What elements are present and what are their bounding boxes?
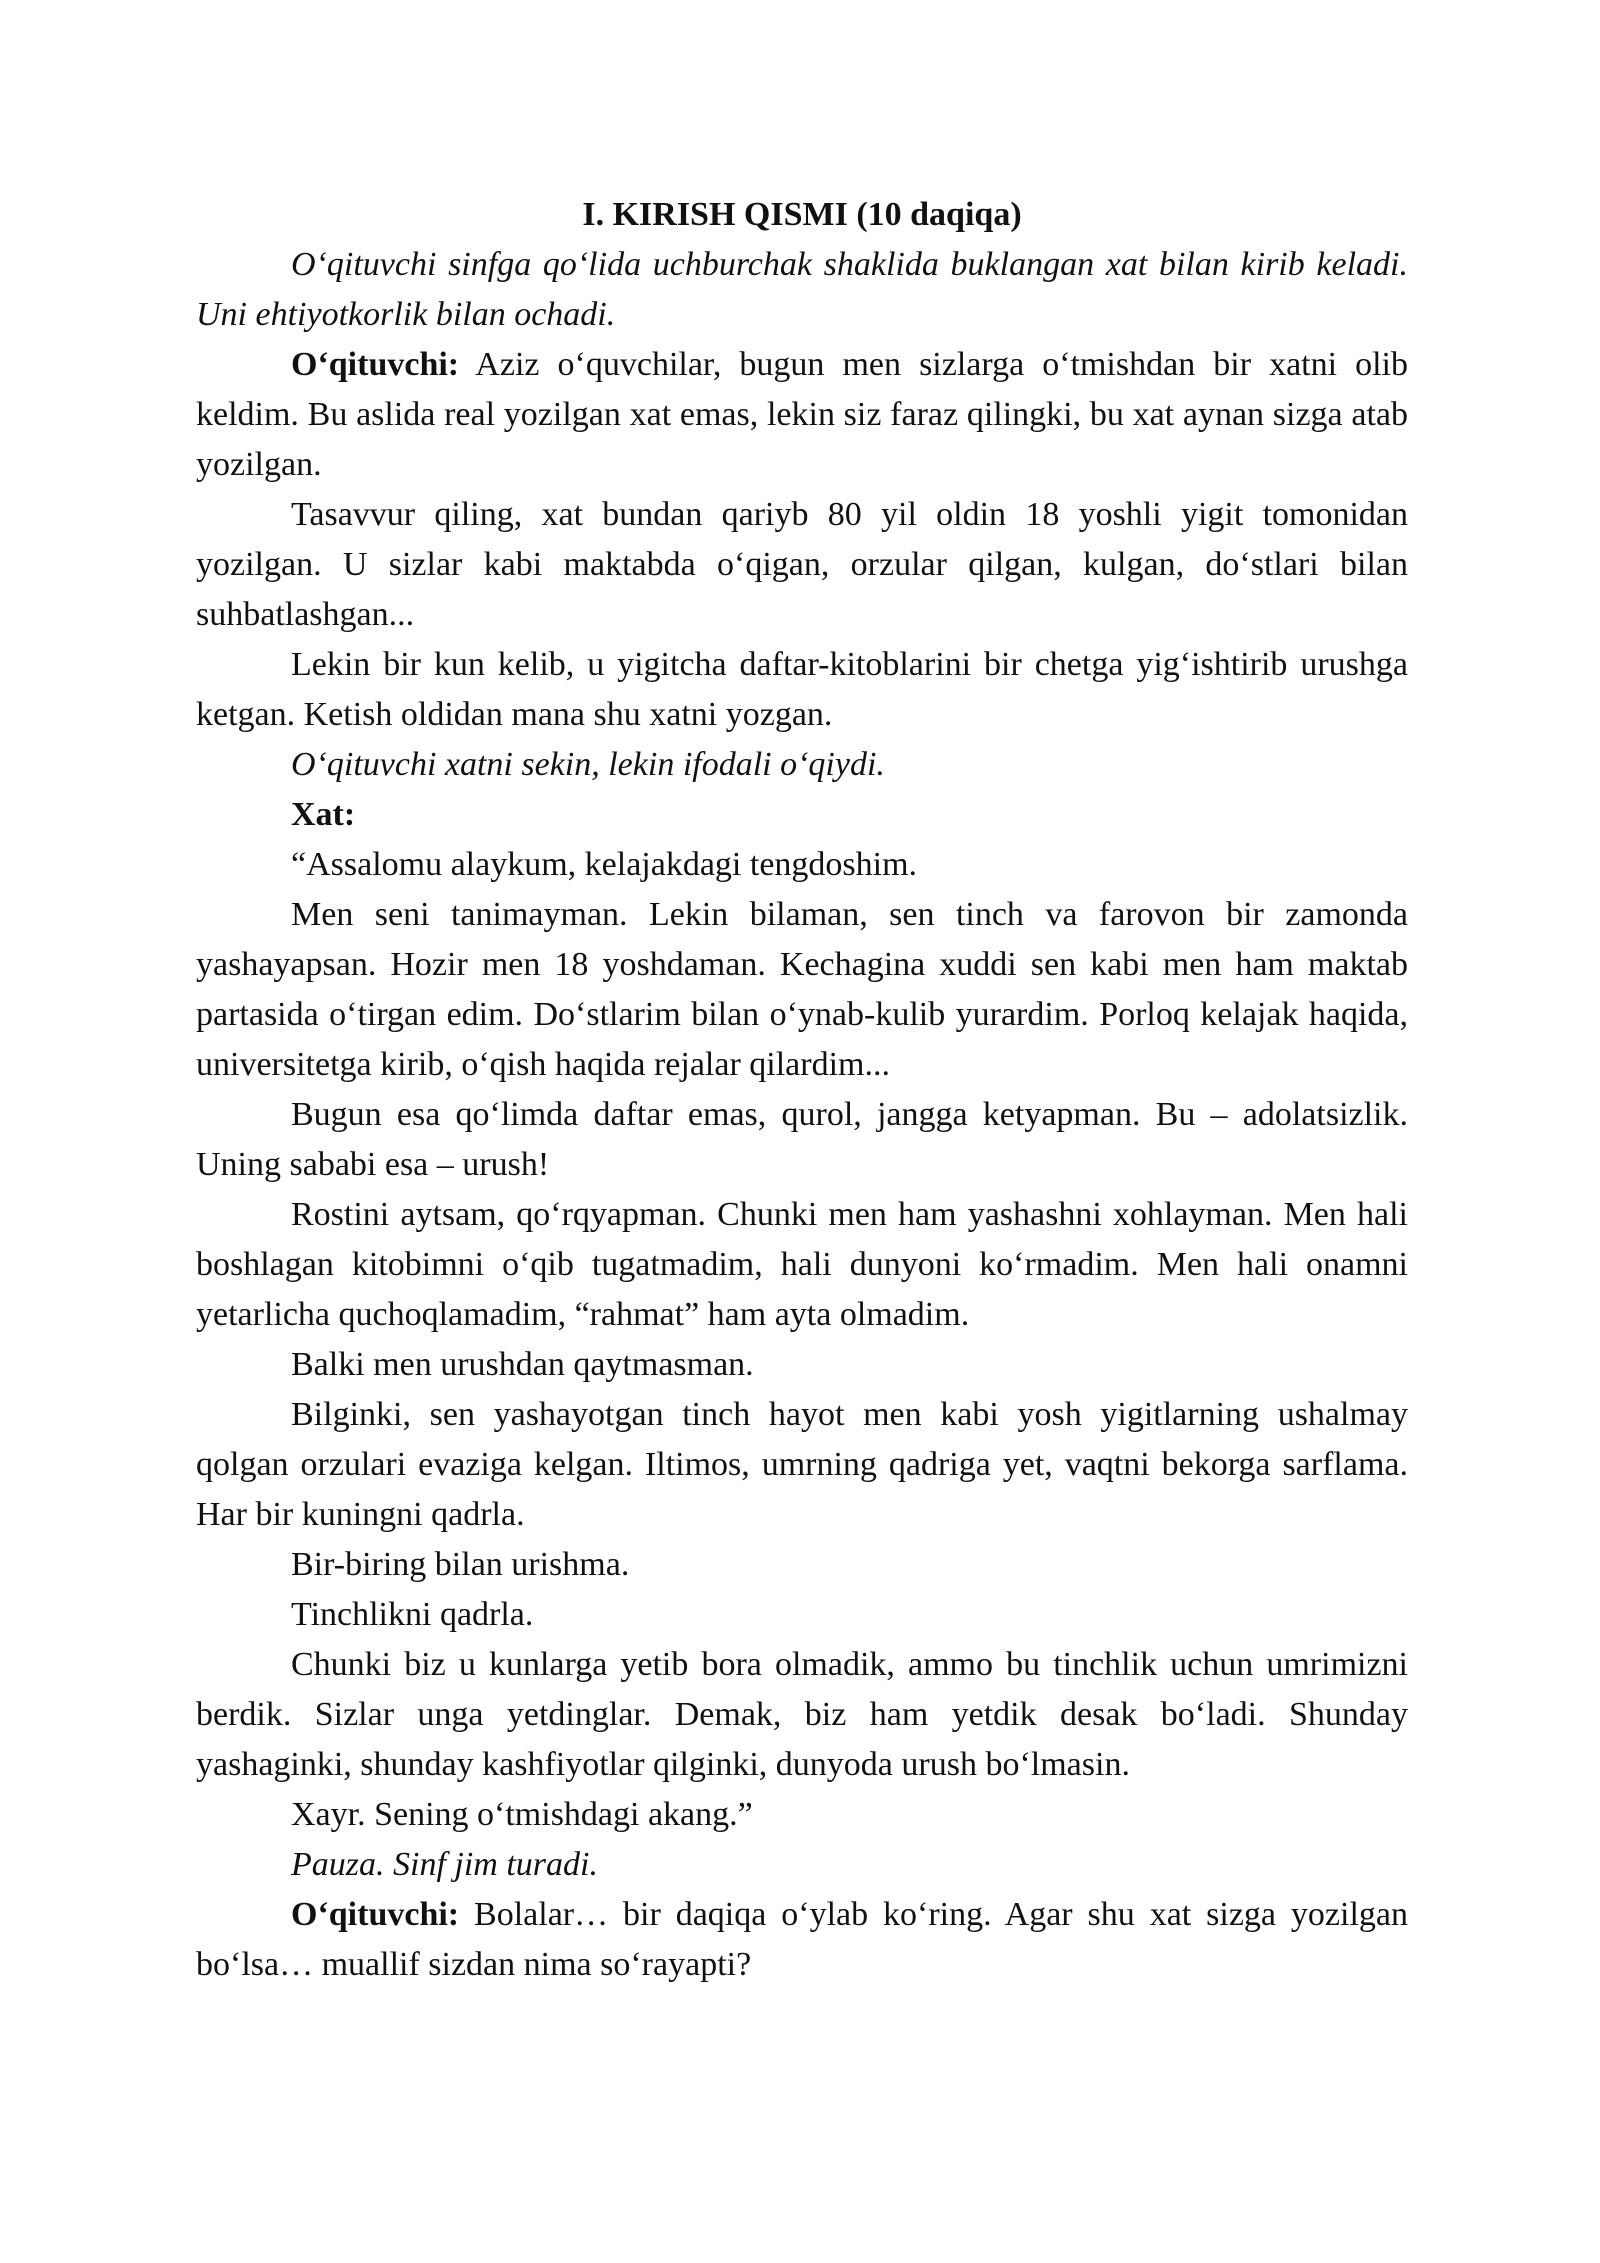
letter-paragraph: Tinchlikni qadrla. bbox=[291, 1596, 534, 1633]
paragraph: Lekin bir kun kelib, u yigitcha daftar-kitoblarini bir chetga yig‘ishtirib urushga ketgan. Ketish oldidan mana shu xatni yozgan. bbox=[196, 646, 1408, 733]
teacher-speech bbox=[196, 1890, 1408, 1990]
stage-direction: Pauza. Sinf jim turadi. bbox=[291, 1846, 598, 1883]
stage-direction: O‘qituvchi xatni sekin, lekin ifodali o‘qiydi. bbox=[291, 746, 885, 783]
speaker-label: O‘qituvchi: bbox=[291, 1896, 460, 1933]
teacher-speech bbox=[196, 340, 1408, 490]
letter-paragraph: Chunki biz u kunlarga yetib bora olmadik, ammo bu tinchlik uchun umrimizni berdik. Sizlar unga yetdinglar. Demak, biz ham yetdik desak bo‘ladi. Shunday yashaginki, shunday kashfiyotlar qilginki, dunyoda urush bo‘lmasin. bbox=[196, 1646, 1408, 1783]
speaker-label: O‘qituvchi: bbox=[291, 346, 460, 383]
section-heading: I. KIRISH QISMI (10 daqiqa) bbox=[582, 196, 1022, 233]
letter-paragraph: Bir-biring bilan urishma. bbox=[291, 1546, 630, 1583]
speech-text: Bolalar… bir daqiqa o‘ylab ko‘ring. Agar shu xat sizga yozilgan bo‘lsa… muallif sizdan nima so‘rayapti? bbox=[196, 1896, 1408, 1983]
letter-paragraph: Rostini aytsam, qo‘rqyapman. Chunki men ham yashashni xohlayman. Men hali boshlagan kitobimni o‘qib tugatmadim, hali dunyoni ko‘rmadim. Men hali onamni yetarlicha quchoqlamadim, “rahmat” ham ayta olmadim. bbox=[196, 1196, 1408, 1333]
letter-paragraph: Men seni tanimayman. Lekin bilaman, sen tinch va farovon bir zamonda yashayapsan. Hozir men 18 yoshdaman. Kechagina xuddi sen kabi men ham maktab partasida o‘tirgan edim. Do‘stlarim bilan o‘ynab-kulib yurardim. Porloq kelajak haqida, universitetga kirib, o‘qish haqida rejalar qilardim... bbox=[196, 896, 1408, 1083]
letter-greeting: “Assalomu alaykum, kelajakdagi tengdoshim. bbox=[291, 846, 918, 883]
letter-signoff: Xayr. Sening o‘tmishdagi akang.” bbox=[291, 1796, 753, 1833]
document-page bbox=[196, 190, 1408, 1990]
paragraph: Tasavvur qiling, xat bundan qariyb 80 yil oldin 18 yoshli yigit tomonidan yozilgan. U sizlar kabi maktabda o‘qigan, orzular qilgan, kulgan, do‘stlari bilan suhbatlashgan... bbox=[196, 496, 1408, 633]
letter-paragraph: Bugun esa qo‘limda daftar emas, qurol, jangga ketyapman. Bu – adolatsizlik. Uning sababi esa – urush! bbox=[196, 1096, 1408, 1183]
letter-label: Xat: bbox=[291, 796, 356, 833]
speech-text: Aziz o‘quvchilar, bugun men sizlarga o‘tmishdan bir xatni olib keldim. Bu aslida real yozilgan xat emas, lekin siz faraz qilingki, bu xat aynan sizga atab yozilgan. bbox=[196, 346, 1408, 483]
stage-direction: O‘qituvchi sinfga qo‘lida uchburchak shaklida buklangan xat bilan kirib keladi. Uni ehtiyotkorlik bilan ochadi. bbox=[196, 246, 1408, 333]
letter-paragraph: Bilginki, sen yashayotgan tinch hayot men kabi yosh yigitlarning ushalmay qolgan orzulari evaziga kelgan. Iltimos, umrning qadriga yet, vaqtni bekorga sarflama. Har bir kuningni qadrla. bbox=[196, 1396, 1408, 1533]
letter-paragraph: Balki men urushdan qaytmasman. bbox=[291, 1346, 754, 1383]
